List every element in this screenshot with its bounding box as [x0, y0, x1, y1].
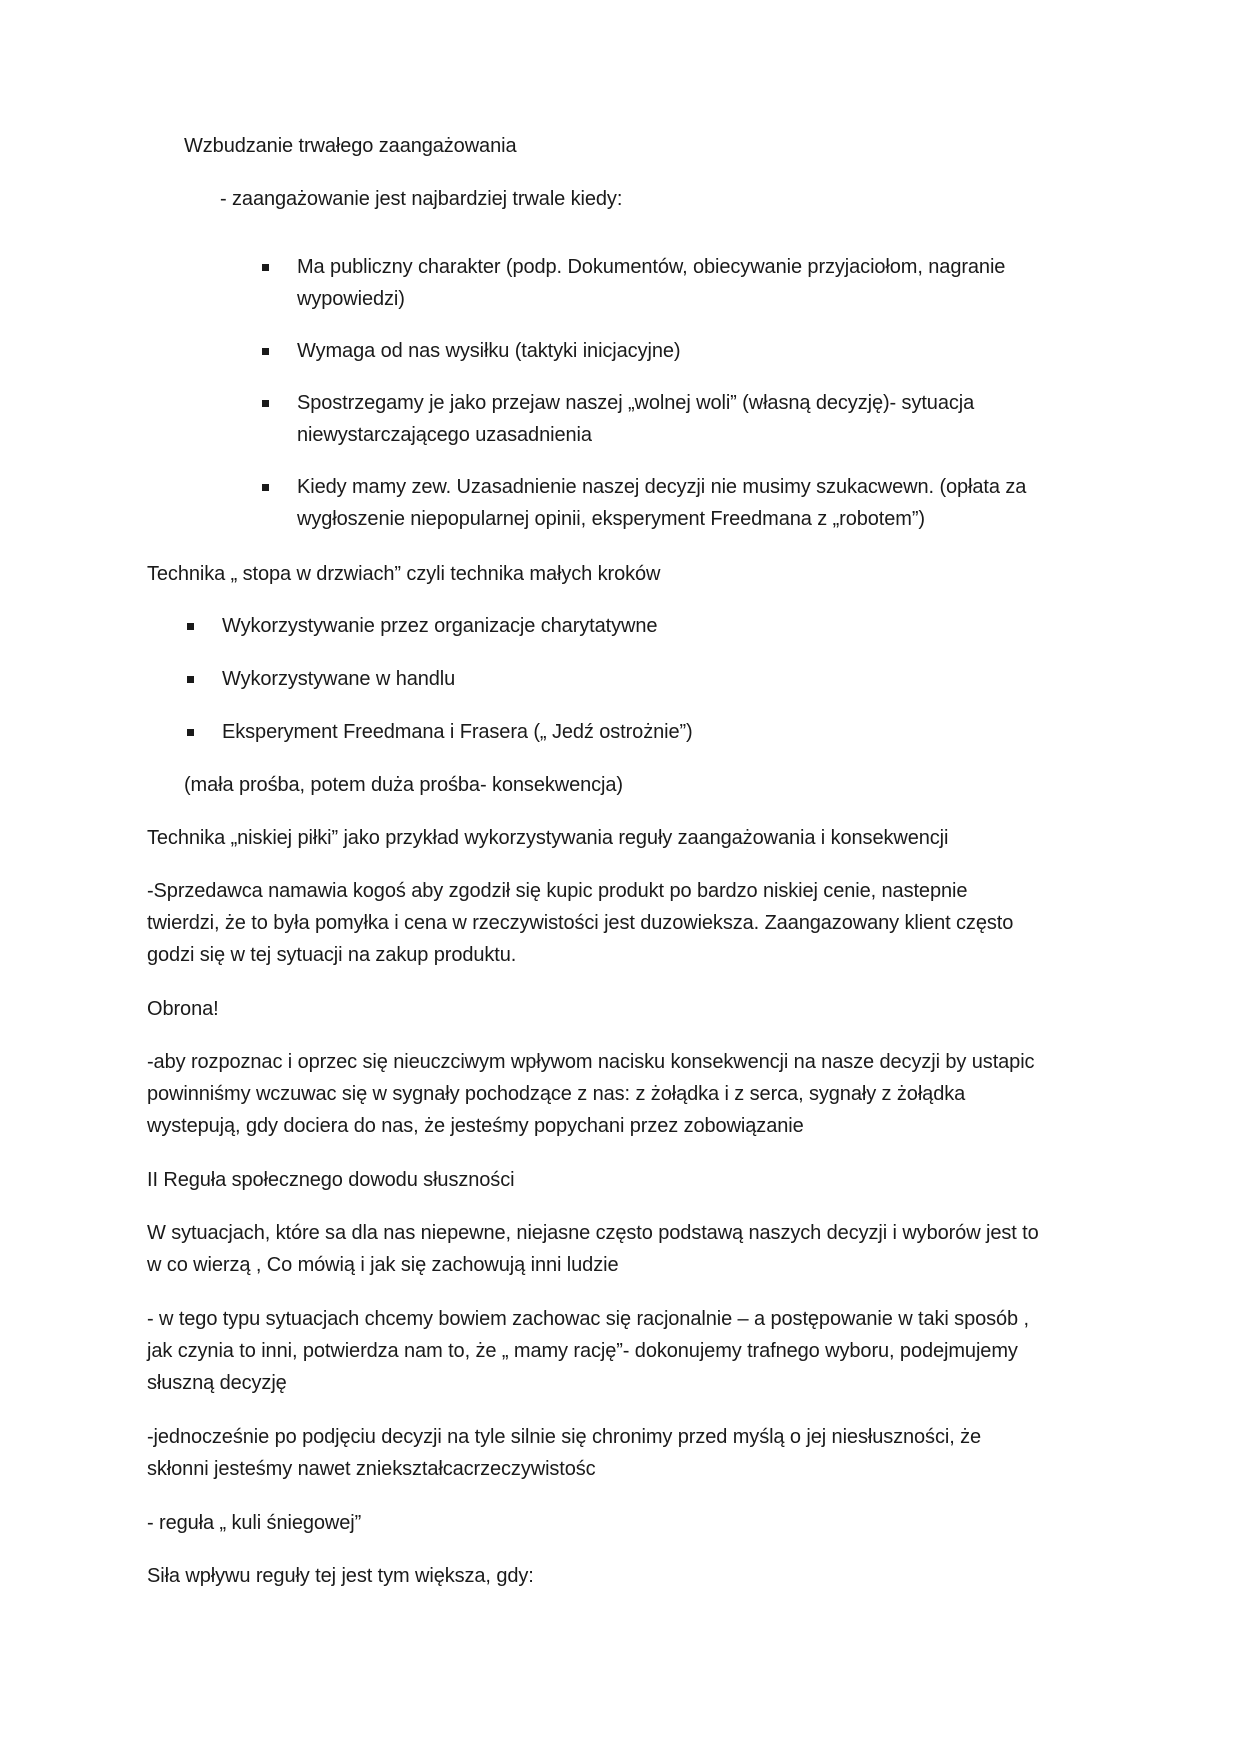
paragraph-line: skłonni jesteśmy nawet zniekształcacrzeczywistośc — [147, 1458, 596, 1480]
square-bullet-icon — [262, 264, 269, 271]
section-heading: Obrona! — [147, 998, 219, 1020]
paragraph-line: godzi się w tej sytuacji na zakup produktu. — [147, 944, 517, 966]
bullet-text: Wymaga od nas wysiłku (taktyki inicjacyjne) — [297, 340, 681, 362]
paragraph-line: -jednocześnie po podjęciu decyzji na tyle silnie się chronimy przed myślą o jej niesłuszności, że — [147, 1426, 982, 1448]
bullet-text: Kiedy mamy zew. Uzasadnienie naszej decyzji nie musimy szukacwewn. (opłata za — [297, 476, 1027, 498]
note-text: (mała prośba, potem duża prośba- konsekwencja) — [184, 774, 623, 796]
intro-text: - zaangażowanie jest najbardziej trwale kiedy: — [220, 188, 623, 210]
square-bullet-icon — [187, 623, 194, 630]
bullet-text: Ma publiczny charakter (podp. Dokumentów, obiecywanie przyjaciołom, nagranie — [297, 256, 1006, 278]
bullet-text: Spostrzegamy je jako przejaw naszej „wolnej woli” (własną decyzję)- sytuacja — [297, 392, 975, 414]
paragraph-line: twierdzi, że to była pomyłka i cena w rzeczywistości jest duzowieksza. Zaangazowany klient często — [147, 912, 1014, 934]
paragraph-line: powinniśmy wczuwac się w sygnały pochodzące z nas: z żołądka i z serca, sygnały z żołądka — [147, 1083, 966, 1105]
bullet-text: niewystarczającego uzasadnienia — [297, 424, 592, 446]
square-bullet-icon — [262, 484, 269, 491]
bullet-text: wypowiedzi) — [297, 288, 405, 310]
paragraph-line: - w tego typu sytuacjach chcemy bowiem zachowac się racjonalnie – a postępowanie w taki sposób , — [147, 1308, 1029, 1330]
section-heading: Technika „niskiej piłki” jako przykład wykorzystywania reguły zaangażowania i konsekwencji — [147, 827, 949, 849]
paragraph-line: W sytuacjach, które sa dla nas niepewne, niejasne często podstawą naszych decyzji i wyborów jest to — [147, 1222, 1039, 1244]
square-bullet-icon — [187, 729, 194, 736]
paragraph-line: jak czynia to inni, potwierdza nam to, że „ mamy rację”- dokonujemy trafnego wyboru, podejmujemy — [147, 1340, 1018, 1362]
paragraph-line: - reguła „ kuli śniegowej” — [147, 1512, 362, 1534]
paragraph-line: słuszną decyzję — [147, 1372, 287, 1394]
section-heading: II Reguła społecznego dowodu słuszności — [147, 1169, 515, 1191]
square-bullet-icon — [262, 400, 269, 407]
square-bullet-icon — [187, 676, 194, 683]
paragraph-line: -aby rozpoznac i oprzec się nieuczciwym wpływom nacisku konsekwencji na nasze decyzji by ustapic — [147, 1051, 1035, 1073]
bullet-text: Eksperyment Freedmana i Frasera („ Jedź ostrożnie”) — [222, 721, 693, 743]
paragraph-line: -Sprzedawca namawia kogoś aby zgodził się kupic produkt po bardzo niskiej cenie, nastepnie — [147, 880, 968, 902]
section-heading: Technika „ stopa w drzwiach” czyli technika małych kroków — [147, 563, 661, 585]
bullet-text: wygłoszenie niepopularnej opinii, eksperyment Freedmana z „robotem”) — [297, 508, 925, 530]
section-heading: Wzbudzanie trwałego zaangażowania — [184, 135, 517, 157]
paragraph-line: wystepują, gdy dociera do nas, że jesteśmy popychani przez zobowiązanie — [147, 1115, 804, 1137]
bullet-text: Wykorzystywane w handlu — [222, 668, 456, 690]
paragraph-line: w co wierzą , Co mówią i jak się zachowują inni ludzie — [147, 1254, 619, 1276]
paragraph-line: Siła wpływu reguły tej jest tym większa, gdy: — [147, 1565, 534, 1587]
bullet-text: Wykorzystywanie przez organizacje charytatywne — [222, 615, 658, 637]
square-bullet-icon — [262, 348, 269, 355]
